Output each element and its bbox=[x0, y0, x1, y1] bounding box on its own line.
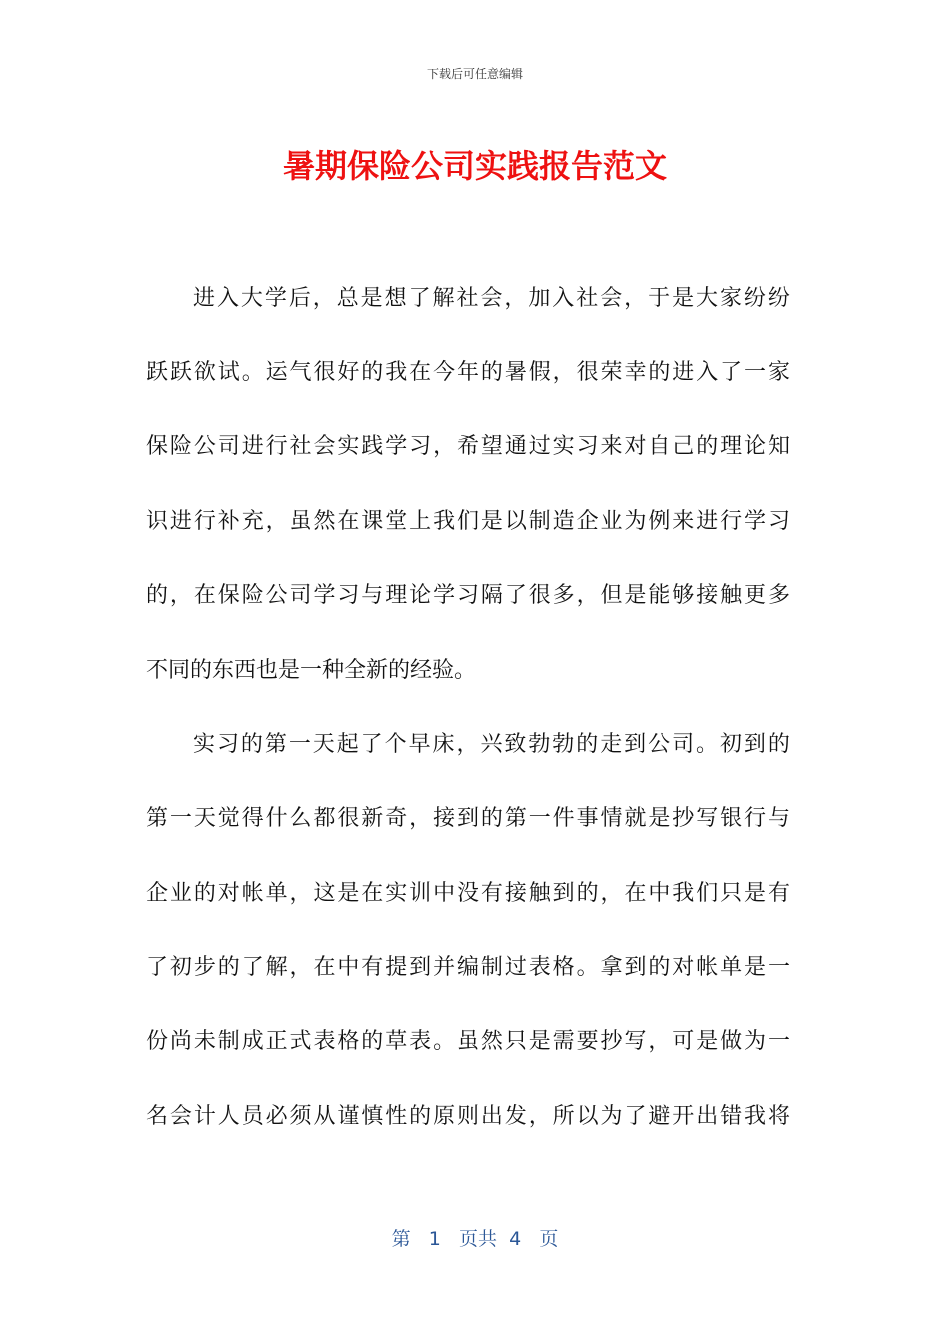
header-note: 下载后可任意编辑 bbox=[426, 67, 523, 81]
paragraph-2-line-1: 实 习 的 第 一 天 起 了 个 早 床 ， 兴 致 勃 勃 的 走 到 公 司 。 初 到 的 bbox=[193, 731, 790, 757]
paragraph-1-line-1: 进 入 大 学 后 ， 总 是 想 了 解 社 会 ， 加 入 社 会 ， 于 是 大 家 纷 纷 bbox=[193, 285, 790, 311]
footer-middle: 页共 bbox=[459, 1228, 498, 1250]
paragraph-1-line-3: 保 险 公 司 进 行 社 会 实 践 学 习 ， 希 望 通 过 实 习 来 对 自 己 的 理 论 知 bbox=[146, 433, 790, 459]
paragraph-1-line-4: 识 进 行 补 充 ， 虽 然 在 课 堂 上 我 们 是 以 制 造 企 业 为 例 来 进 行 学 习 bbox=[146, 508, 790, 534]
paragraph-1-line-5: 的 ， 在 保 险 公 司 学 习 与 理 论 学 习 隔 了 很 多 ， 但 是 能 够 接 触 更 多 bbox=[146, 582, 790, 608]
document-title: 暑期保险公司实践报告范文 bbox=[282, 147, 667, 185]
footer-suffix: 页 bbox=[539, 1228, 559, 1250]
paragraph-1-line-6: 不同的东西也是一种全新的经验。 bbox=[146, 657, 477, 683]
paragraph-1-line-2: 跃 跃 欲 试 。 运 气 很 好 的 我 在 今 年 的 暑 假 ， 很 荣 幸 的 进 入 了 一 家 bbox=[146, 359, 790, 385]
paragraph-2-line-6: 名 会 计 人 员 必 须 从 谨 慎 性 的 原 则 出 发 ， 所 以 为 了 避 开 出 错 我 将 bbox=[146, 1103, 790, 1129]
footer-current-page: 1 bbox=[428, 1228, 441, 1250]
paragraph-2-line-2: 第 一 天 觉 得 什 么 都 很 新 奇 ， 接 到 的 第 一 件 事 情 就 是 抄 写 银 行 与 bbox=[146, 805, 790, 831]
page-footer bbox=[0, 1224, 950, 1254]
paragraph-2-line-3: 企 业 的 对 帐 单 ， 这 是 在 实 训 中 没 有 接 触 到 的 ， 在 中 我 们 只 是 有 bbox=[146, 880, 790, 906]
footer-total-pages: 4 bbox=[509, 1228, 522, 1250]
paragraph-2-line-4: 了 初 步 的 了 解 ， 在 中 有 提 到 并 编 制 过 表 格 。 拿 到 的 对 帐 单 是 一 bbox=[146, 954, 790, 980]
footer-prefix: 第 bbox=[391, 1228, 411, 1250]
paragraph-2-line-5: 份 尚 未 制 成 正 式 表 格 的 草 表 。 虽 然 只 是 需 要 抄 写 ， 可 是 做 为 一 bbox=[146, 1028, 790, 1054]
